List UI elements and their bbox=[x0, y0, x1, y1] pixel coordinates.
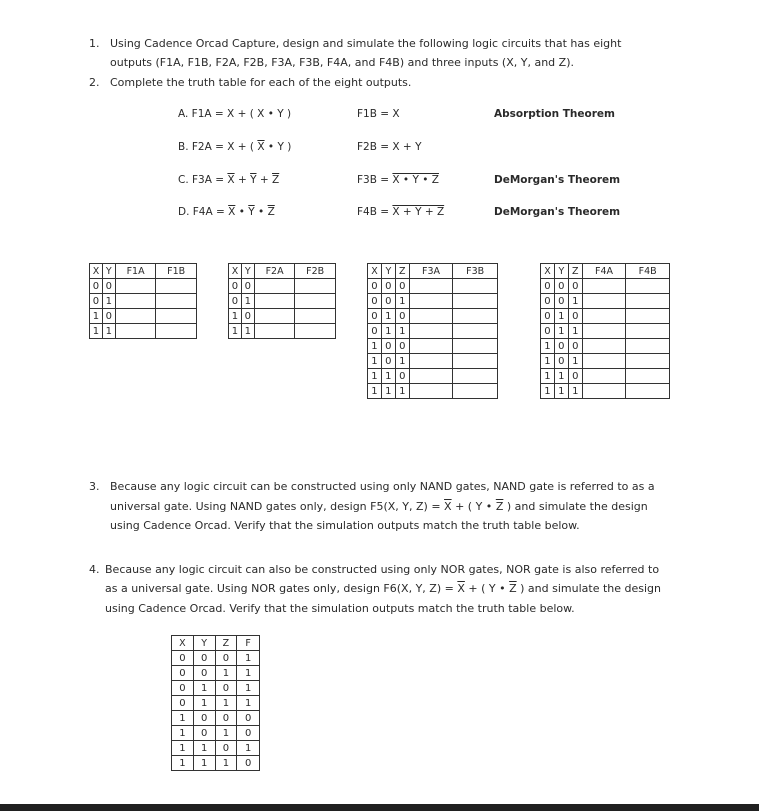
table-cell: 1 bbox=[237, 696, 260, 711]
table-cell bbox=[409, 279, 453, 294]
table-cell: 0 bbox=[193, 711, 215, 726]
q3-line3: using Cadence Orcad. Verify that the simulation outputs match the truth table below. bbox=[110, 519, 580, 532]
table-cell: 1 bbox=[395, 324, 409, 339]
table-cell: 0 bbox=[381, 339, 395, 354]
table-row bbox=[541, 324, 670, 339]
table-cell bbox=[582, 354, 626, 369]
table-row bbox=[90, 294, 197, 309]
table-cell: 1 bbox=[381, 384, 395, 399]
table-cell: 1 bbox=[237, 651, 260, 666]
table-header-cell: X bbox=[90, 264, 103, 279]
table-cell bbox=[295, 294, 336, 309]
table-cell bbox=[582, 384, 626, 399]
table-cell: 0 bbox=[395, 369, 409, 384]
table-cell: 1 bbox=[554, 309, 568, 324]
table-cell bbox=[156, 324, 197, 339]
table-cell: 1 bbox=[541, 384, 555, 399]
table-cell bbox=[409, 339, 453, 354]
table-cell: 1 bbox=[229, 324, 242, 339]
table-cell: 0 bbox=[395, 339, 409, 354]
truth-table-f1 bbox=[89, 263, 197, 339]
table-header-cell: F3A bbox=[409, 264, 453, 279]
q4-line3: using Cadence Orcad. Verify that the simulation outputs match the truth table below. bbox=[105, 602, 575, 615]
table-cell: 1 bbox=[172, 711, 194, 726]
table-row bbox=[229, 279, 336, 294]
table-header-cell: Y bbox=[241, 264, 254, 279]
table-cell bbox=[453, 369, 498, 384]
q3-line2: universal gate. Using NAND gates only, design F5(X, Y, $Z) = \overline{X}$ + ( Y • $\overline{Z}$ ) and simulate the design bbox=[110, 500, 648, 513]
table-cell bbox=[115, 309, 156, 324]
table-cell bbox=[453, 309, 498, 324]
table-cell: 0 bbox=[368, 309, 382, 324]
table-cell bbox=[626, 324, 670, 339]
q2-number: 2. bbox=[89, 76, 100, 89]
table-cell bbox=[295, 324, 336, 339]
table-header-cell: F bbox=[237, 636, 260, 651]
table-cell: 0 bbox=[215, 711, 237, 726]
table-cell: 0 bbox=[241, 309, 254, 324]
table-cell: 0 bbox=[381, 279, 395, 294]
q1-line2: outputs (F1A, F1B, F2A, F2B, F3A, F3B, F4A, and F4B) and three inputs (X, Y, and Z). bbox=[110, 56, 574, 69]
table-cell: 1 bbox=[554, 324, 568, 339]
table-cell: 0 bbox=[215, 741, 237, 756]
table-cell: 1 bbox=[215, 696, 237, 711]
table-row bbox=[172, 726, 260, 741]
table-header-cell: F2A bbox=[254, 264, 295, 279]
table-row bbox=[229, 309, 336, 324]
table-header-cell: X bbox=[541, 264, 555, 279]
truth-table-f3 bbox=[367, 263, 498, 399]
table-header-cell: F3B bbox=[453, 264, 498, 279]
equation-f3b: F3B = X • Y • Z bbox=[357, 174, 439, 186]
table-row bbox=[368, 369, 498, 384]
table-cell bbox=[453, 324, 498, 339]
table-cell: 0 bbox=[554, 339, 568, 354]
table-header-cell: X bbox=[229, 264, 242, 279]
truth-table-f2 bbox=[228, 263, 336, 339]
table-cell bbox=[115, 294, 156, 309]
table-cell: 1 bbox=[172, 741, 194, 756]
page-bottom-border bbox=[0, 804, 759, 811]
table-cell bbox=[626, 309, 670, 324]
q3-line1: Because any logic circuit can be constructed using only NAND gates, NAND gate is referred to as a bbox=[110, 480, 655, 493]
table-cell bbox=[409, 309, 453, 324]
table-cell: 1 bbox=[193, 681, 215, 696]
table-cell bbox=[626, 339, 670, 354]
truth-table-f4 bbox=[540, 263, 670, 399]
table-cell: 1 bbox=[172, 756, 194, 771]
table-cell: 0 bbox=[381, 294, 395, 309]
table-cell bbox=[626, 369, 670, 384]
q2-line1: Complete the truth table for each of the eight outputs. bbox=[110, 76, 412, 89]
table-row bbox=[368, 354, 498, 369]
table-cell: 1 bbox=[215, 756, 237, 771]
table-row bbox=[541, 369, 670, 384]
table-row bbox=[541, 279, 670, 294]
table-cell: 1 bbox=[368, 354, 382, 369]
table-cell: 0 bbox=[554, 279, 568, 294]
table-cell bbox=[409, 294, 453, 309]
table-row bbox=[541, 309, 670, 324]
table-cell: 1 bbox=[90, 324, 103, 339]
table-row bbox=[368, 309, 498, 324]
table-row bbox=[172, 681, 260, 696]
table-row bbox=[172, 651, 260, 666]
table-row bbox=[541, 294, 670, 309]
table-header-cell: F2B bbox=[295, 264, 336, 279]
table-cell bbox=[582, 294, 626, 309]
table-cell: 0 bbox=[172, 696, 194, 711]
equation-f2b: F2B = X + Y bbox=[357, 141, 422, 153]
table-cell: 0 bbox=[172, 666, 194, 681]
table-cell: 1 bbox=[554, 369, 568, 384]
q3-number: 3. bbox=[89, 480, 100, 493]
table-cell: 0 bbox=[541, 324, 555, 339]
table-cell: 1 bbox=[102, 294, 115, 309]
table-cell bbox=[156, 279, 197, 294]
table-cell: 1 bbox=[193, 696, 215, 711]
table-row bbox=[541, 339, 670, 354]
table-cell: 1 bbox=[381, 309, 395, 324]
table-header-cell: F1B bbox=[156, 264, 197, 279]
table-header-cell: F1A bbox=[115, 264, 156, 279]
table-cell bbox=[254, 279, 295, 294]
table-header-cell: X bbox=[368, 264, 382, 279]
table-cell: 0 bbox=[215, 651, 237, 666]
table-cell: 1 bbox=[193, 756, 215, 771]
table-cell: 1 bbox=[215, 726, 237, 741]
table-cell: 1 bbox=[381, 324, 395, 339]
table-cell: 0 bbox=[554, 354, 568, 369]
truth-table-f bbox=[171, 635, 260, 771]
table-row bbox=[90, 324, 197, 339]
table-cell bbox=[582, 369, 626, 384]
table-cell: 0 bbox=[381, 354, 395, 369]
table-cell: 0 bbox=[172, 681, 194, 696]
table-cell: 0 bbox=[229, 294, 242, 309]
table-cell: 0 bbox=[554, 294, 568, 309]
table-cell: 1 bbox=[241, 294, 254, 309]
q1-line1: Using Cadence Orcad Capture, design and simulate the following logic circuits that has eight bbox=[110, 37, 622, 50]
table-cell: 0 bbox=[241, 279, 254, 294]
table-cell: 0 bbox=[368, 279, 382, 294]
table-row bbox=[90, 279, 197, 294]
table-cell: 1 bbox=[395, 294, 409, 309]
table-cell: 0 bbox=[90, 279, 103, 294]
q4-line1: Because any logic circuit can also be constructed using only NOR gates, NOR gate is also referred to bbox=[105, 563, 660, 576]
table-cell: 1 bbox=[541, 369, 555, 384]
table-header-cell: Z bbox=[395, 264, 409, 279]
table-cell: 0 bbox=[172, 651, 194, 666]
table-row bbox=[229, 294, 336, 309]
table-cell bbox=[409, 324, 453, 339]
table-cell bbox=[582, 309, 626, 324]
table-header-cell: Y bbox=[102, 264, 115, 279]
table-row bbox=[90, 309, 197, 324]
q1-number: 1. bbox=[89, 37, 100, 50]
table-cell: 1 bbox=[568, 324, 582, 339]
table-cell: 0 bbox=[215, 681, 237, 696]
table-cell: 0 bbox=[229, 279, 242, 294]
table-header-cell: Z bbox=[215, 636, 237, 651]
demorgan-theorem-label-2: DeMorgan's Theorem bbox=[494, 206, 621, 218]
q4-number: 4. bbox=[89, 563, 100, 576]
table-cell bbox=[453, 339, 498, 354]
table-cell bbox=[254, 324, 295, 339]
equation-f2a: B. F2A = X + ( $\overline{X}$ • Y ) bbox=[178, 141, 292, 153]
table-cell: 1 bbox=[172, 726, 194, 741]
table-row bbox=[368, 339, 498, 354]
table-cell bbox=[453, 384, 498, 399]
table-cell bbox=[115, 324, 156, 339]
table-row bbox=[541, 354, 670, 369]
table-cell: 1 bbox=[215, 666, 237, 681]
equation-f3a: C. $F3A = \overline{X} + \overline{Y} + \overline{Z}$ bbox=[178, 174, 280, 186]
table-cell: 1 bbox=[229, 309, 242, 324]
table-cell: 0 bbox=[395, 309, 409, 324]
table-row bbox=[368, 324, 498, 339]
table-cell bbox=[254, 294, 295, 309]
table-cell: 0 bbox=[368, 294, 382, 309]
q4-line2: as a universal gate. Using NOR gates only, design F6(X, Y, $Z) = \overline{X}$ + ( Y • $\overline{Z}$ ) and simulate the design bbox=[105, 582, 662, 595]
table-header-cell: F4B bbox=[626, 264, 670, 279]
table-cell bbox=[409, 384, 453, 399]
table-cell: 0 bbox=[102, 279, 115, 294]
table-cell: 1 bbox=[541, 354, 555, 369]
table-row bbox=[368, 294, 498, 309]
equation-f1a: A. F1A = X + ( X • Y ) bbox=[178, 108, 292, 120]
table-cell: 1 bbox=[368, 339, 382, 354]
table-row bbox=[229, 324, 336, 339]
table-cell bbox=[254, 309, 295, 324]
table-cell: 1 bbox=[241, 324, 254, 339]
table-cell: 1 bbox=[237, 741, 260, 756]
equation-f4b: F4B = X + Y + Z bbox=[357, 206, 445, 218]
table-header-cell: X bbox=[172, 636, 194, 651]
table-cell: 0 bbox=[237, 711, 260, 726]
table-header-cell: F4A bbox=[582, 264, 626, 279]
table-cell: 1 bbox=[395, 354, 409, 369]
table-cell: 0 bbox=[193, 651, 215, 666]
table-row bbox=[172, 741, 260, 756]
table-row bbox=[172, 756, 260, 771]
table-row bbox=[368, 279, 498, 294]
table-cell: 1 bbox=[90, 309, 103, 324]
table-cell: 1 bbox=[237, 681, 260, 696]
table-row bbox=[172, 696, 260, 711]
table-cell bbox=[453, 279, 498, 294]
table-cell: 0 bbox=[102, 309, 115, 324]
table-cell bbox=[582, 324, 626, 339]
table-cell bbox=[453, 354, 498, 369]
table-cell: 0 bbox=[90, 294, 103, 309]
table-cell: 1 bbox=[568, 294, 582, 309]
absorption-theorem-label: Absorption Theorem bbox=[494, 108, 615, 120]
table-cell: 0 bbox=[395, 279, 409, 294]
table-cell bbox=[156, 309, 197, 324]
table-cell: 0 bbox=[541, 309, 555, 324]
table-cell: 1 bbox=[554, 384, 568, 399]
table-cell: 0 bbox=[237, 726, 260, 741]
table-cell: 0 bbox=[568, 369, 582, 384]
table-cell: 1 bbox=[237, 666, 260, 681]
table-cell bbox=[582, 339, 626, 354]
table-row bbox=[541, 384, 670, 399]
table-header-cell: Y bbox=[381, 264, 395, 279]
table-cell: 1 bbox=[102, 324, 115, 339]
demorgan-theorem-label-1: DeMorgan's Theorem bbox=[494, 174, 621, 186]
table-cell: 1 bbox=[568, 354, 582, 369]
table-header-cell: Y bbox=[193, 636, 215, 651]
table-cell: 0 bbox=[237, 756, 260, 771]
table-cell: 0 bbox=[568, 279, 582, 294]
equation-f4a: D. $F4A = \overline{X}$ • $\overline{Y}$ • $\overline{Z}$ bbox=[178, 206, 275, 218]
table-cell: 1 bbox=[193, 741, 215, 756]
table-cell bbox=[626, 384, 670, 399]
table-cell: 0 bbox=[541, 294, 555, 309]
table-cell bbox=[626, 354, 670, 369]
table-cell bbox=[156, 294, 197, 309]
table-header-cell: Y bbox=[554, 264, 568, 279]
table-cell bbox=[295, 309, 336, 324]
table-row bbox=[172, 666, 260, 681]
table-cell bbox=[115, 279, 156, 294]
table-cell: 0 bbox=[568, 309, 582, 324]
table-cell: 1 bbox=[568, 384, 582, 399]
table-cell bbox=[626, 294, 670, 309]
table-cell: 0 bbox=[193, 666, 215, 681]
table-cell bbox=[409, 354, 453, 369]
table-cell: 1 bbox=[541, 339, 555, 354]
table-cell bbox=[582, 279, 626, 294]
table-cell bbox=[295, 279, 336, 294]
table-cell: 1 bbox=[368, 384, 382, 399]
equation-f1b: F1B = X bbox=[357, 108, 400, 120]
table-cell bbox=[409, 369, 453, 384]
table-cell: 1 bbox=[395, 384, 409, 399]
table-cell: 0 bbox=[368, 324, 382, 339]
table-row bbox=[172, 711, 260, 726]
table-cell: 0 bbox=[568, 339, 582, 354]
table-cell: 1 bbox=[368, 369, 382, 384]
table-cell bbox=[626, 279, 670, 294]
table-cell: 0 bbox=[193, 726, 215, 741]
table-header-cell: Z bbox=[568, 264, 582, 279]
table-cell: 0 bbox=[541, 279, 555, 294]
table-cell bbox=[453, 294, 498, 309]
table-cell: 1 bbox=[381, 369, 395, 384]
table-row bbox=[368, 384, 498, 399]
